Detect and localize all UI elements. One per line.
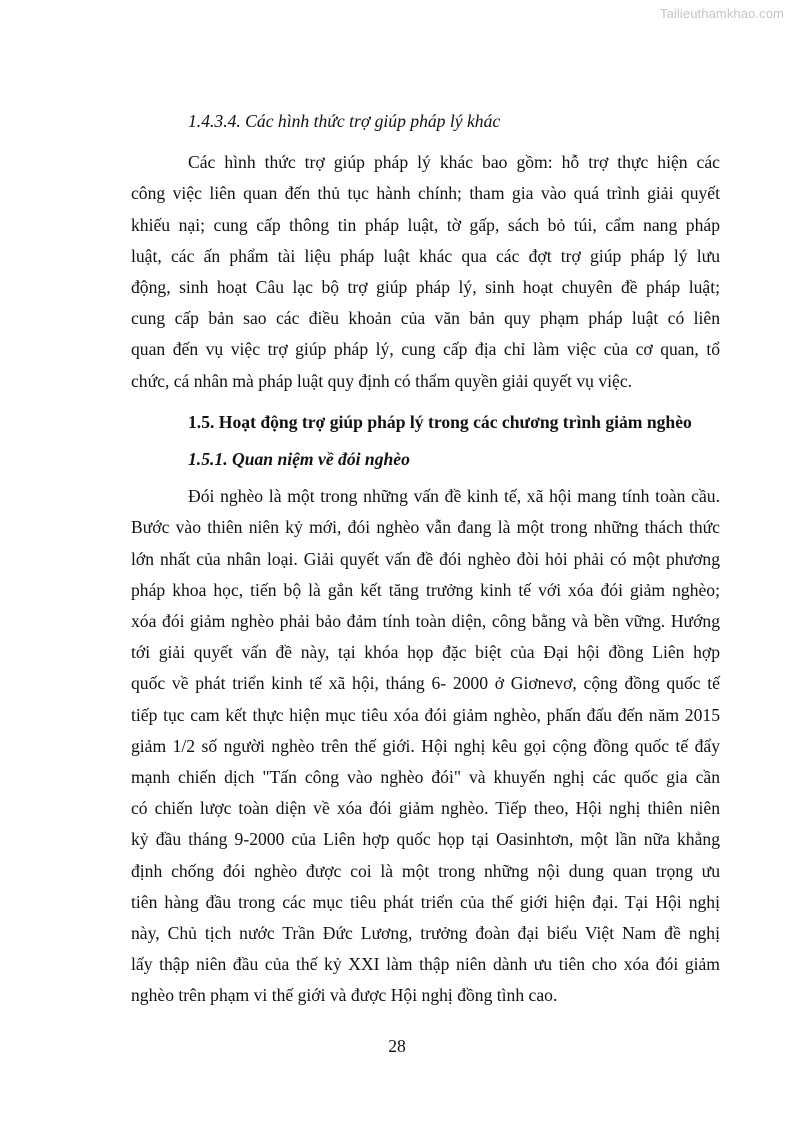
page-number: 28: [388, 1036, 406, 1056]
text-line: Bước vào thiên niên kỷ mới, đói nghèo vẫn đang là một trong những thách thức: [131, 517, 720, 538]
text-line: quan đến vụ việc trợ giúp pháp lý, cung cấp địa chỉ làm việc của cơ quan, tổ: [131, 339, 720, 360]
text-line: pháp khoa học, tiến bộ là gắn kết tăng trưởng kinh tế với xóa đói giảm nghèo;: [131, 579, 720, 600]
text-line: công việc liên quan đến thủ tục hành chính; tham gia vào quá trình giải quyết: [131, 183, 720, 204]
text-line: kỷ đầu tháng 9-2000 của Liên hợp quốc họp tại Oasinhtơn, một lần nữa khẳng: [131, 829, 720, 850]
text-line: lấy thập niên đầu của thế kỷ XXI làm thập niên dành ưu tiên cho xóa đói giảm: [131, 954, 720, 975]
text-line: tới giải quyết vấn đề này, tại khóa họp đặc biệt của Đại hội đồng Liên hợp: [131, 642, 720, 663]
text-line: khiếu nại; cung cấp thông tin pháp luật, tờ gấp, sách bỏ túi, cẩm nang pháp: [131, 214, 720, 235]
text-line: định chống đói nghèo được coi là một trong những nội dung quan trọng ưu: [131, 860, 720, 881]
text-line: xóa đói giảm nghèo phải bảo đảm tính toàn diện, công bằng và bền vững. Hướng: [131, 611, 720, 632]
text-line: luật, các ấn phẩm tài liệu pháp luật khác qua các đợt trợ giúp pháp lý lưu: [131, 245, 720, 266]
text-line: Đói nghèo là một trong những vấn đề kinh tế, xã hội mang tính toàn cầu.: [188, 486, 720, 507]
text-line: nghèo trên phạm vi thế giới và được Hội nghị đồng tình cao.: [131, 985, 558, 1006]
paragraph-poverty-concept: [131, 481, 720, 1011]
text-line: tiên hàng đầu trong các mục tiêu phát triển của thế giới hiện đại. Tại Hội nghị: [131, 891, 720, 912]
text-line: động, sinh hoạt Câu lạc bộ trợ giúp pháp lý, sinh hoạt chuyên đề pháp luật;: [131, 277, 720, 298]
text-line: mạnh chiến dịch "Tấn công vào nghèo đói" và khuyến nghị các quốc gia cần: [131, 767, 720, 788]
document-page: [131, 106, 720, 1012]
text-line: Các hình thức trợ giúp pháp lý khác bao gồm: hỗ trợ thực hiện các: [188, 152, 720, 173]
text-line: cung cấp bản sao các điều khoản của văn bản quy phạm pháp luật có liên: [131, 308, 720, 329]
heading-1-5-1: 1.5.1. Quan niệm về đói nghèo: [188, 449, 410, 470]
heading-1-5: 1.5. Hoạt động trợ giúp pháp lý trong các chương trình giảm nghèo: [188, 411, 692, 432]
paragraph-other-legal-aid-forms: [131, 147, 720, 397]
text-line: chức, cá nhân mà pháp luật quy định có thẩm quyền giải quyết vụ việc.: [131, 370, 633, 391]
text-line: có chiến lược toàn diện về xóa đói giảm nghèo. Tiếp theo, Hội nghị thiên niên: [131, 798, 720, 819]
text-line: tiếp tục cam kết thực hiện mục tiêu xóa đói giảm nghèo, phấn đấu đến năm 2015: [131, 704, 720, 725]
text-line: này, Chủ tịch nước Trần Đức Lương, trưởng đoàn đại biểu Việt Nam đề nghị: [131, 923, 720, 944]
watermark: Tailieuthamkhao.com: [659, 6, 784, 21]
text-line: quốc về phát triển kinh tế xã hội, tháng 6- 2000 ở Giơnevơ, cộng đồng quốc tế: [131, 673, 720, 694]
text-line: lớn nhất của nhân loại. Giải quyết vấn đề đói nghèo đòi hỏi phải có một phương: [131, 548, 720, 569]
heading-1-4-3-4: 1.4.3.4. Các hình thức trợ giúp pháp lý khác: [188, 111, 501, 131]
text-line: giảm 1/2 số người nghèo trên thế giới. Hội nghị kêu gọi cộng đồng quốc tế đẩy: [131, 735, 720, 756]
